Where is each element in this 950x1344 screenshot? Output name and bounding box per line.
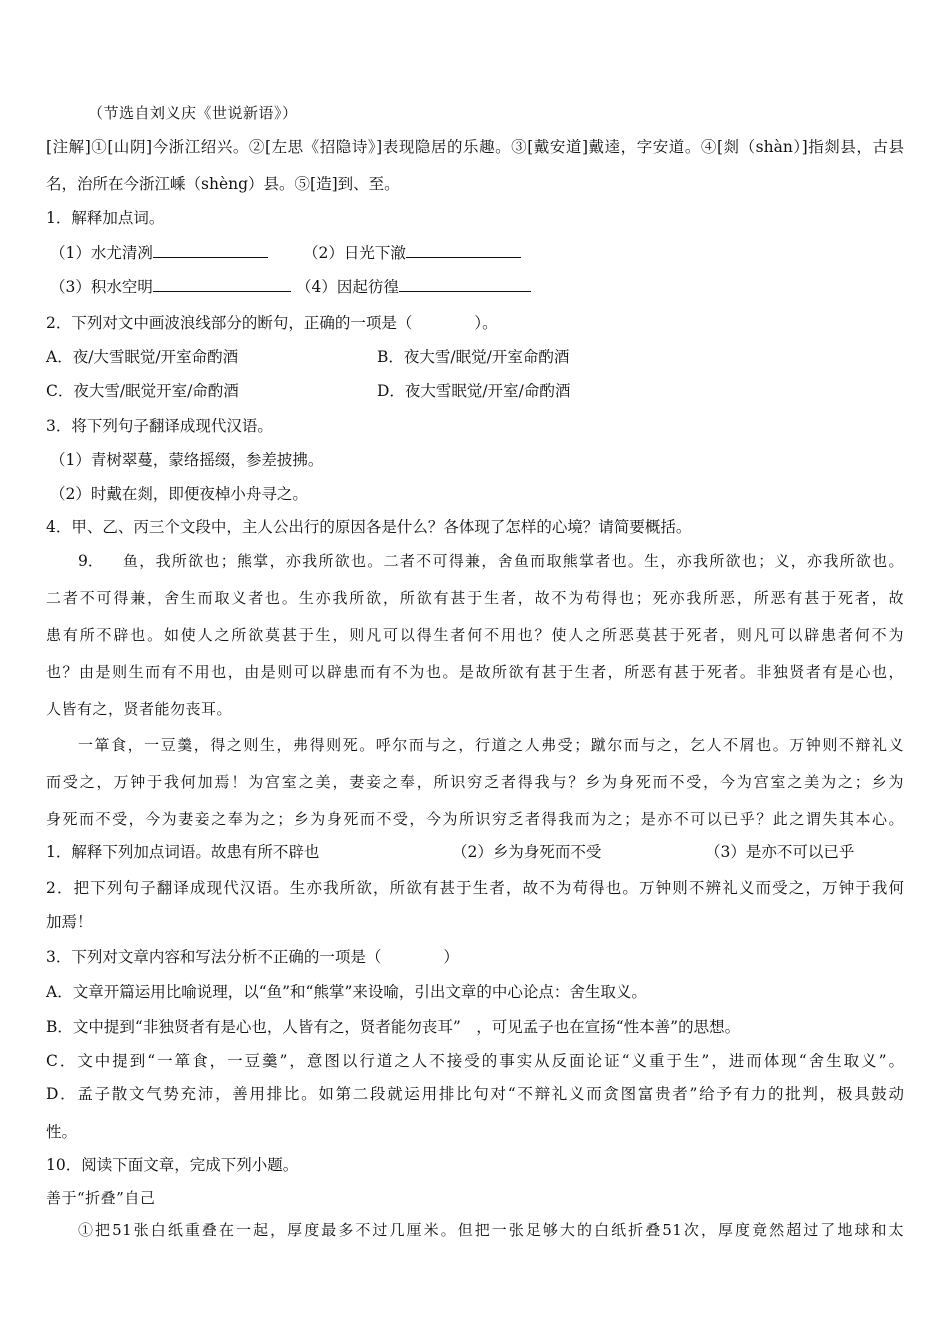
q9-para1-line-5: 人皆有之，贤者能勿丧耳。 [46,700,233,718]
q9-2-line-1: 2．把下列句子翻译成现代汉语。生亦我所欲，所欲有甚于生者，故不为苟得也。万钟则不辨礼义而受之，万钟于我何 [46,879,904,897]
annotation-line-1: [注解]①[山阴]今浙江绍兴。②[左思《招隐诗》]表现隐居的乐趣。③[戴安道]戴逵，字安道。④[剡（shàn）]指剡县，古县 [46,138,904,156]
q9-para1-line-4: 也？由是则生而有不用也，由是则可以辟患而有不为也。是故所欲有甚于生者，所恶有甚于死者。非独贤者有是心也， [46,663,904,681]
q8-2-option-a[interactable]: A．夜/大雪眠觉/开室命酌酒 [46,348,239,366]
q8-1-item-1 [50,242,268,263]
q9-1-item-2: （2）乡为身死而不受 [452,843,602,861]
q8-3-stem: 3．将下列句子翻译成现代汉语。 [46,417,273,435]
source-note: （节选自刘义庆《世说新语》） [88,104,298,122]
q8-2-stem: 2．下列对文中画波浪线部分的断句，正确的一项是（ ）。 [46,314,498,332]
q10-article-title: 善于“折叠”自己 [46,1189,156,1207]
q9-para1-line-1: 鱼，我所欲也；熊掌，亦我所欲也。二者不可得兼，舍鱼而取熊掌者也。生，亦我所欲也；义，亦我所欲也。 [123,552,904,570]
q8-1-item-2 [303,242,521,263]
q9-number: 9． [78,552,104,570]
q9-2-line-2: 加焉！ [46,913,93,931]
q8-3-item-1: （1）青树翠蔓，蒙络摇缀，参差披拂。 [50,451,324,469]
q9-3-stem: 3．下列对文章内容和写法分析不正确的一项是（ ） [46,948,459,966]
q9-1-item-3: （3）是亦不可以已乎 [705,843,855,861]
q8-1-stem: 1．解释加点词。 [46,209,165,227]
answer-blank-1[interactable] [153,242,268,258]
q9-3-option-c[interactable]: C．文中提到“一箪食，一豆羹”，意图以行道之人不接受的事实从反面论证“义重于生”，进而体现“舍生取义”。 [46,1052,904,1070]
q10-stem: 10．阅读下面文章，完成下列小题。 [46,1156,299,1174]
answer-blank-4[interactable] [399,276,531,292]
q8-1-item-4 [296,276,531,297]
q8-2-option-c[interactable]: C．夜大雪/眠觉开室/命酌酒 [46,382,239,400]
q9-3-option-b[interactable]: B．文中提到“非独贤者有是心也，人皆有之，贤者能勿丧耳” ，可见孟子也在宣扬“性本善”的思想。 [46,1018,741,1036]
answer-blank-3[interactable] [153,276,291,292]
q8-1-item-3 [50,276,291,297]
q8-1-item-4-label: （4）因起彷徨 [296,278,399,296]
q9-3-option-d-line-1[interactable]: D．孟子散文气势充沛，善用排比。如第二段就运用排比句对“不辩礼义而贪图富贵者”给予有力的批判，极具鼓动 [46,1085,904,1103]
annotation-line-2: 名，治所在今浙江嵊（shèng）县。⑤[造]到、至。 [46,175,400,193]
q9-1-stem: 1．解释下列加点词语。故患有所不辟也 [46,843,320,861]
q8-4-stem: 4．甲、乙、丙三个文段中，主人公出行的原因各是什么？各体现了怎样的心境？请简要概括。 [46,518,692,536]
q9-para2-line-3: 身死而不受，今为妻妾之奉为之；乡为身死而不受，今为所识穷乏者得我而为之；是亦不可以已乎？此之谓失其本心。 [46,810,904,828]
q8-1-item-3-label: （3）积水空明 [50,278,153,296]
q9-para1-line-3: 患有所不辟也。如使人之所欲莫甚于生，则凡可以得生者何不用也？使人之所恶莫甚于死者，则凡可以辟患者何不为 [46,626,904,644]
q8-2-option-d[interactable]: D．夜大雪眠觉/开室/命酌酒 [377,382,571,400]
q9-para2-line-2: 而受之，万钟于我何加焉！为宫室之美，妻妾之奉，所识穷乏者得我与？乡为身死而不受，今为宫室之美为之；乡为 [46,773,904,791]
q9-3-option-a[interactable]: A．文章开篇运用比喻说理，以“鱼”和“熊掌”来设喻，引出文章的中心论点：舍生取义。 [46,983,647,1001]
q9-para1-line-2: 二者不可得兼，舍生而取义者也。生亦我所欲，所欲有甚于生者，故不为苟得也；死亦我所恶，所恶有甚于死者，故 [46,589,904,607]
q9-3-option-d-line-2[interactable]: 性。 [46,1123,78,1141]
q8-3-item-2: （2）时戴在剡，即便夜棹小舟寻之。 [50,485,308,503]
q8-2-option-b[interactable]: B．夜大雪/眠觉/开室命酌酒 [377,348,570,366]
q9-para2-line-1: 一箪食，一豆羹，得之则生，弗得则死。呼尔而与之，行道之人弗受；蹴尔而与之，乞人不屑也。万钟则不辩礼义 [78,736,904,754]
q8-1-item-1-label: （1）水尤清冽 [50,244,153,262]
q10-para-1: ①把51张白纸重叠在一起，厚度最多不过几厘米。但把一张足够大的白纸折叠51次，厚度竟然超过了地球和太 [78,1221,904,1239]
q8-1-item-2-label: （2）日光下澈 [303,244,406,262]
answer-blank-2[interactable] [406,242,521,258]
